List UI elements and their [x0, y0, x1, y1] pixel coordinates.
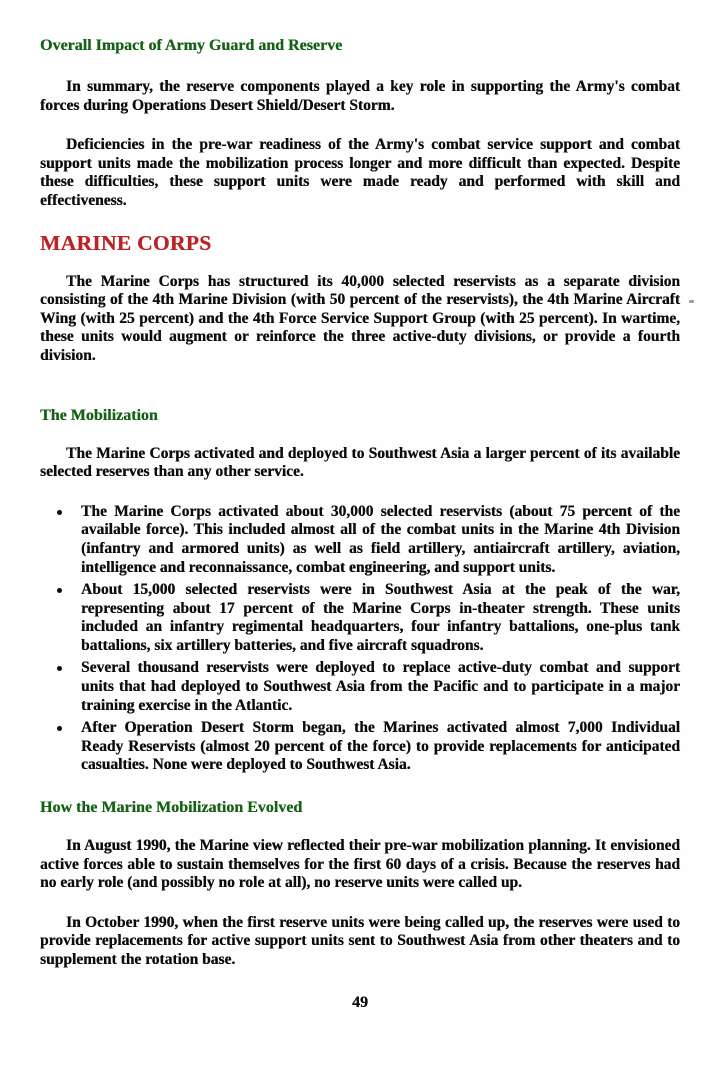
bullet-text: After Operation Desert Storm began, the Marines activated almost 7,000 Individual Ready Reservists (almost 20 percent of the force) to provide replacements for anticipated casualties. None were deployed to Southwest Asia.: [81, 719, 680, 774]
bullet-text: Several thousand reservists were deployed to replace active-duty combat and support units that had deployed to Southwest Asia from the Pacific and to participate in a major training exercise in the Atlantic.: [81, 659, 680, 714]
paragraph-august-1990: In August 1990, the Marine view reflected their pre-war mobilization planning. It envisioned active forces able to sustain themselves for the first 60 days of a crisis. Because the reserves had no early role (and possibly no role at all), no reserve units were called up.: [40, 837, 680, 892]
paragraph-army-deficiencies: Deficiencies in the pre-war readiness of the Army's combat service support and combat support units made the mobilization process longer and more difficult than expected. Despite these difficulties, these support units were made ready and performed with skill and effectiveness.: [40, 136, 680, 209]
bullet-text: The Marine Corps activated about 30,000 selected reservists (about 75 percent of the available force). This included almost all of the combat units in the Marine 4th Division (infantry and armored units) as well as field artillery, antiaircraft artillery, aviation, intelligence and reconnaissance, combat engineering, and support units.: [81, 502, 680, 576]
bullet-icon: [57, 726, 62, 731]
section-heading-army-impact: Overall Impact of Army Guard and Reserve: [40, 37, 343, 54]
paragraph-mobilization-intro: The Marine Corps activated and deployed to Southwest Asia a larger percent of its available selected reserves than any other service.: [40, 444, 680, 481]
bullet-item-replacements: [40, 659, 680, 715]
page-number: 49: [352, 993, 368, 1011]
paragraph-october-1990: In October 1990, when the first reserve units were being called up, the reserves were used to provide replacements for active support units sent to Southwest Asia from other theaters and to supplement the rotation base.: [40, 913, 680, 968]
bullet-icon: [57, 510, 62, 515]
paragraph-marine-structure: The Marine Corps has structured its 40,000 selected reservists as a separate division consisting of the 4th Marine Division (with 50 percent of the reservists), the 4th Marine Aircraft Wing (with 25 percent) and the 4th Force Service Support Group (with 25 percent). In wartime, these units would augment or reinforce the three active-duty divisions, or provide a fourth division.: [40, 272, 680, 364]
bullet-icon: [57, 588, 62, 593]
section-heading-marine-corps: MARINE CORPS: [40, 230, 212, 255]
bullet-item-irr: [40, 719, 680, 775]
section-heading-mobilization: The Mobilization: [40, 406, 158, 424]
bullet-text: About 15,000 selected reservists were in Southwest Asia at the peak of the war, representing about 17 percent of the Marine Corps in-theater strength. These units included an infantry regimental headquarters, four infantry battalions, one-plus tank battalions, six artillery batteries, and five aircraft squadrons.: [81, 581, 680, 654]
section-heading-evolution: How the Marine Mobilization Evolved: [40, 799, 303, 817]
bullet-list: [40, 503, 680, 775]
paragraph-army-summary: In summary, the reserve components played a key role in supporting the Army's combat forces during Operations Desert Shield/Desert Storm.: [40, 78, 680, 114]
bullet-icon: [57, 666, 62, 671]
bullet-item-peak-strength: [40, 581, 680, 655]
bullet-item-activation: [40, 503, 680, 577]
scan-artifact: [689, 300, 694, 303]
